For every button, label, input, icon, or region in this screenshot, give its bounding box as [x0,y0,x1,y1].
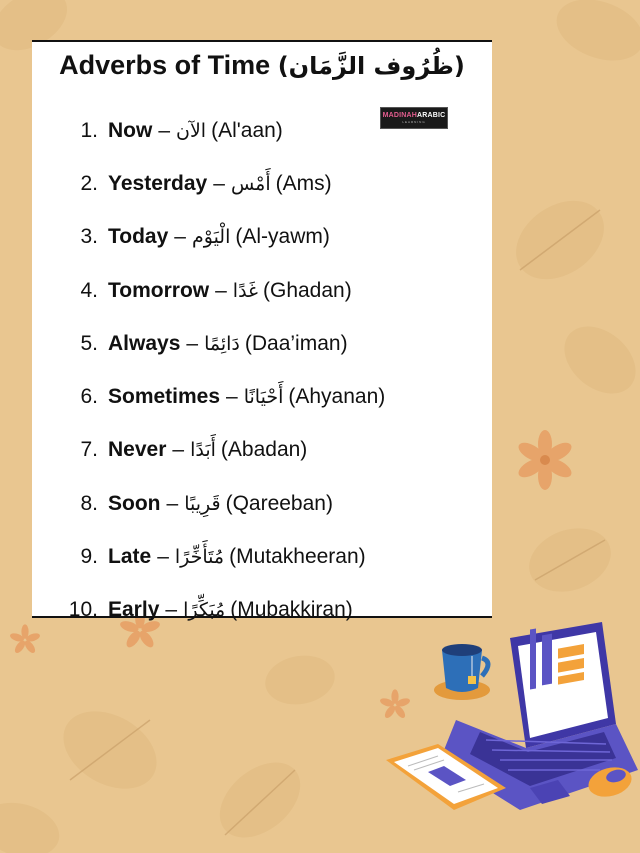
item-number: 10. [68,598,98,622]
list-item [32,530,492,583]
item-dash: – [172,438,185,462]
item-english: Yesterday [108,171,208,195]
item-arabic: أَحْيَانًا [243,386,284,409]
item-number: 8. [80,491,98,515]
list-item [32,157,492,210]
item-arabic: أَبَدًا [190,439,216,462]
item-transliteration: (Daa’iman) [244,331,348,355]
item-dash: – [226,385,238,409]
item-number: 1. [80,118,98,142]
item-english: Early [108,598,160,622]
title-english: Adverbs of Time [59,50,271,80]
item-transliteration: (Al-yawm) [235,225,330,249]
item-dash: – [158,118,171,142]
item-arabic: الْيَوْم [191,226,231,249]
item-transliteration: (Abadan) [220,438,308,462]
logo-text-madinah: MADINAH [382,112,418,119]
item-number: 9. [80,545,98,569]
item-dash: – [215,278,227,302]
item-number: 3. [80,225,98,249]
item-dash: – [165,598,178,622]
item-dash: – [213,171,225,195]
adverbs-card [32,40,492,622]
logo-subtext: LEARNING [402,120,426,124]
item-dash: – [166,491,179,515]
item-arabic: قَرِيبًا [184,492,221,515]
item-transliteration: (Ghadan) [263,278,352,302]
item-english: Tomorrow [108,278,210,302]
item-transliteration: (Ams) [275,171,332,195]
item-arabic: أَمْس [230,172,271,195]
item-english: Soon [108,491,161,515]
list-item [32,211,492,264]
item-dash: – [174,225,186,249]
mug-icon [434,644,490,700]
list-item [32,477,492,530]
item-number: 2. [80,171,98,195]
item-transliteration: (Mutakheeran) [229,545,366,569]
item-dash: – [157,545,169,569]
item-english: Sometimes [108,385,221,409]
item-english: Now [108,118,153,142]
item-arabic: مُبَكِّرًا [183,599,226,622]
item-transliteration: (Mubakkiran) [230,598,353,622]
logo-text-arabic: ARABIC [417,112,446,119]
item-transliteration: (Ahyanan) [288,385,386,409]
item-number: 4. [80,278,98,302]
item-arabic: الآن [176,119,207,142]
item-arabic: دَائِمًا [204,332,240,355]
item-number: 7. [80,438,98,462]
item-arabic: غَدًا [232,279,258,302]
item-transliteration: (Al'aan) [211,118,283,142]
adverb-list [32,104,492,637]
list-item [32,370,492,423]
item-dash: – [186,331,199,355]
item-number: 5. [80,331,98,355]
list-item [32,104,492,157]
item-transliteration: (Qareeban) [225,491,333,515]
list-item [32,424,492,477]
title-arabic: (ظُرُوف الزَّمَان) [277,52,465,80]
page-title [32,50,492,81]
item-english: Never [108,438,167,462]
laptop-illustration [380,620,640,853]
item-arabic: مُتَأَخِّرًا [174,546,225,569]
item-number: 6. [80,385,98,409]
item-english: Always [108,331,181,355]
list-item [32,264,492,317]
item-english: Today [108,225,169,249]
item-english: Late [108,545,152,569]
list-item [32,317,492,370]
